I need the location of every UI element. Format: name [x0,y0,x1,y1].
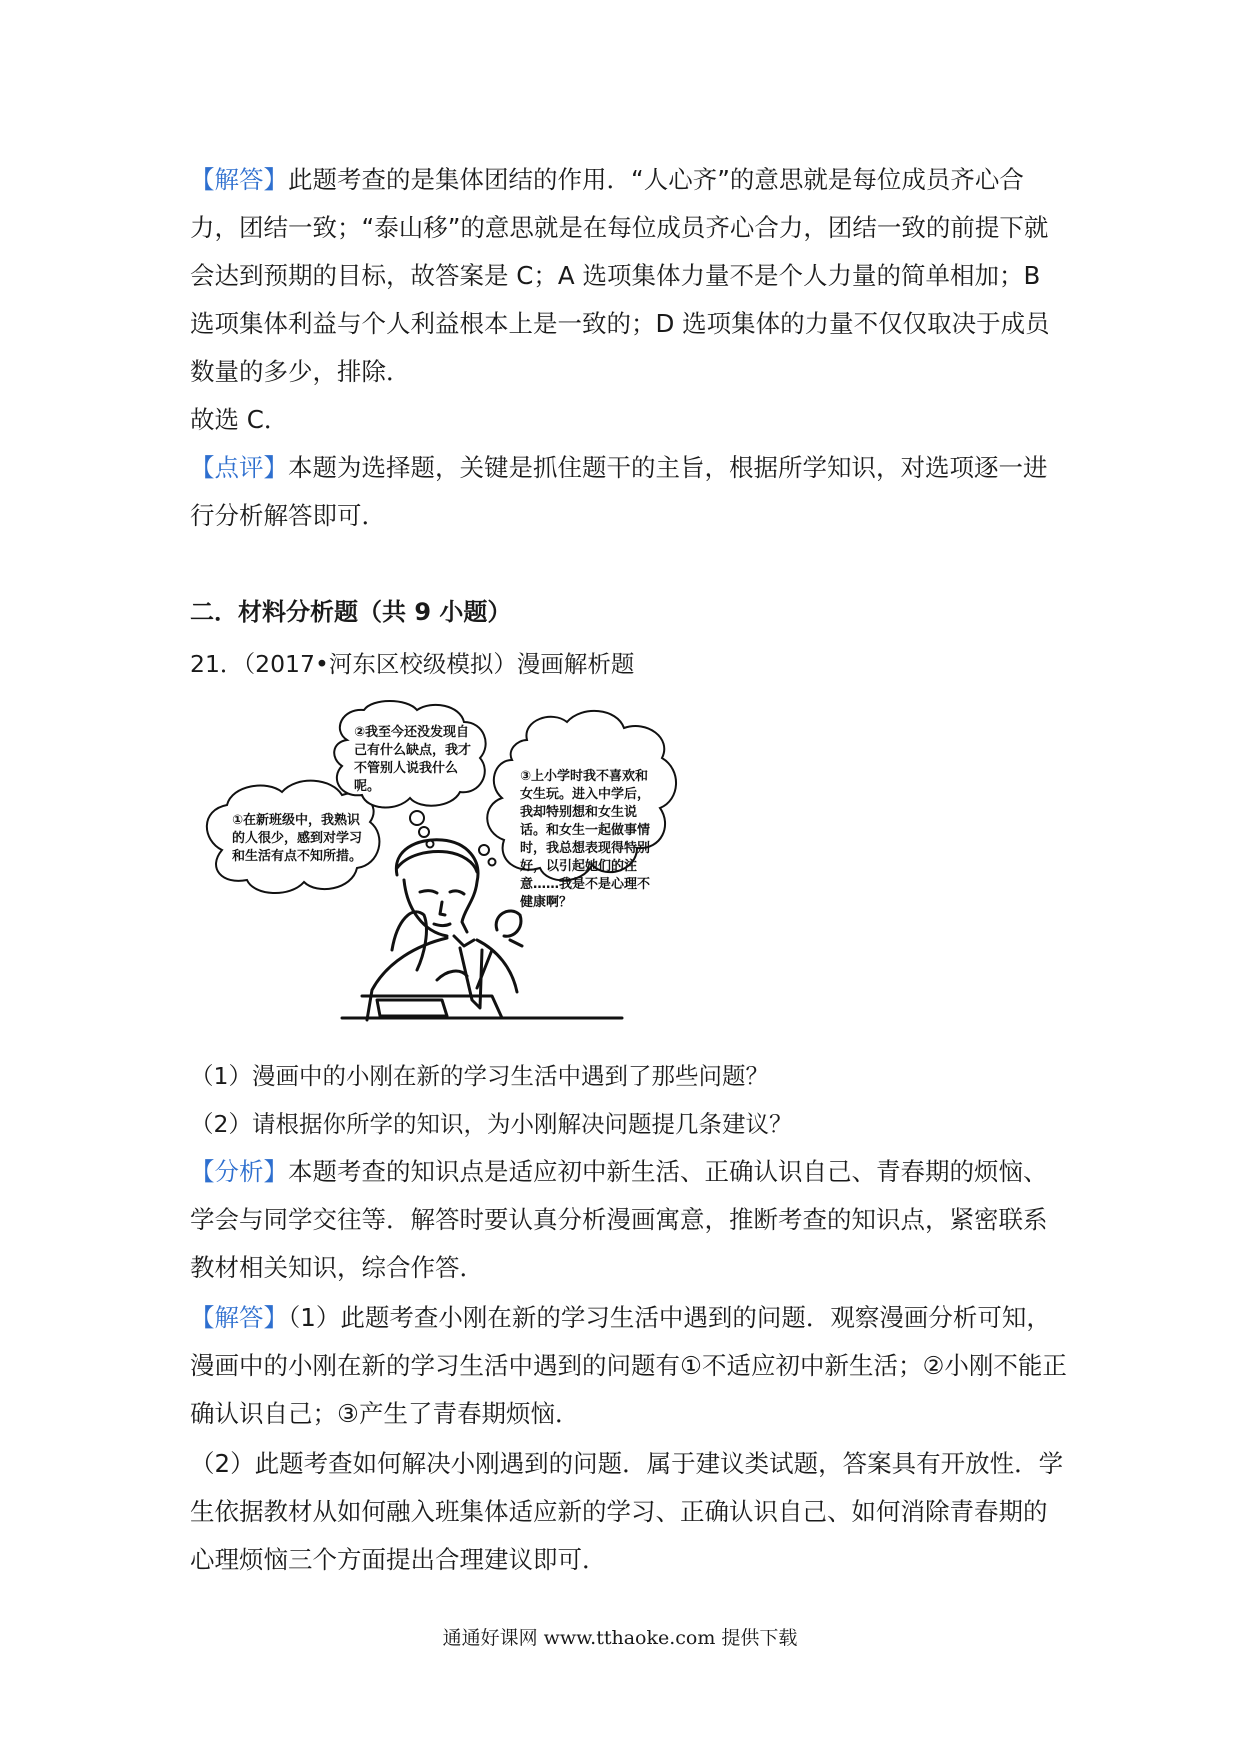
review-tag: 【点评】 [190,453,288,482]
bubble-2-text: ②我至今还没发现自己有什么缺点，我才不管别人说我什么呢。 [354,725,472,794]
footer-source: 通通好课网 www.tthaoke.com 提供下载 [442,1627,798,1649]
answer-text: 此题考查的是集体团结的作用．“人心齐”的意思就是每位成员齐心合力，团结一致；“泰山移”的意思就是在每位成员齐心合力，团结一致的前提下就会达到预期的目标，故答案是 C；A 选项集体力量不是个人力量的简单相加；B 选项集体利益与个人利益根本上是一致的；D 选项集体的力量不仅仅取决于成员数量的多少，排除． [190,165,1050,386]
section-heading: 二．材料分析题（共 9 小题） [190,598,512,626]
review-paragraph [190,444,1070,540]
answer-tag: 【解答】 [190,165,288,194]
analysis-text: 本题考查的知识点是适应初中新生活、正确认识自己、青春期的烦恼、学会与同学交往等．解答时要认真分析漫画寓意，推断考查的知识点，紧密联系教材相关知识，综合作答． [190,1157,1048,1282]
choice-line: 故选 C． [190,405,289,434]
question-title: 21．（2017•河东区校级模拟）漫画解析题 [190,650,635,678]
answer-paragraph-1 [190,156,1070,396]
answer-tag-2: 【解答】 [190,1303,288,1332]
answer-paragraph-2 [190,1294,1070,1438]
sub-question-2: （2）请根据你所学的知识，为小刚解决问题提几条建议？ [190,1110,793,1138]
bubble-1-text: ①在新班级中，我熟识的人很少，感到对学习和生活有点不知所措。 [232,813,363,864]
bubble-3-text: ③上小学时我不喜欢和女生玩。进入中学后，我却特别想和女生说话。和女生一起做事情时，我总想表现得特别好，以引起她们的注意……我是不是心理不健康啊？ [520,769,651,910]
answer-2-paragraph: （2）此题考查如何解决小刚遇到的问题．属于建议类试题，答案具有开放性．学生依据教材从如何融入班集体适应新的学习、正确认识自己、如何消除青春期的心理烦恼三个方面提出合理建议即可． [190,1449,1064,1574]
sub-question-1: （1）漫画中的小刚在新的学习生活中遇到了那些问题？ [190,1062,769,1090]
analysis-paragraph [190,1148,1070,1292]
comic-illustration [192,700,764,1040]
answer-1-text: （1）此题考查小刚在新的学习生活中遇到的问题．观察漫画分析可知，漫画中的小刚在新的学习生活中遇到的问题有①不适应初中新生活；②小刚不能正确认识自己；③产生了青春期烦恼． [190,1303,1067,1428]
analysis-tag: 【分析】 [190,1157,288,1186]
review-text: 本题为选择题，关键是抓住题干的主旨，根据所学知识，对选项逐一进行分析解答即可． [190,453,1048,530]
